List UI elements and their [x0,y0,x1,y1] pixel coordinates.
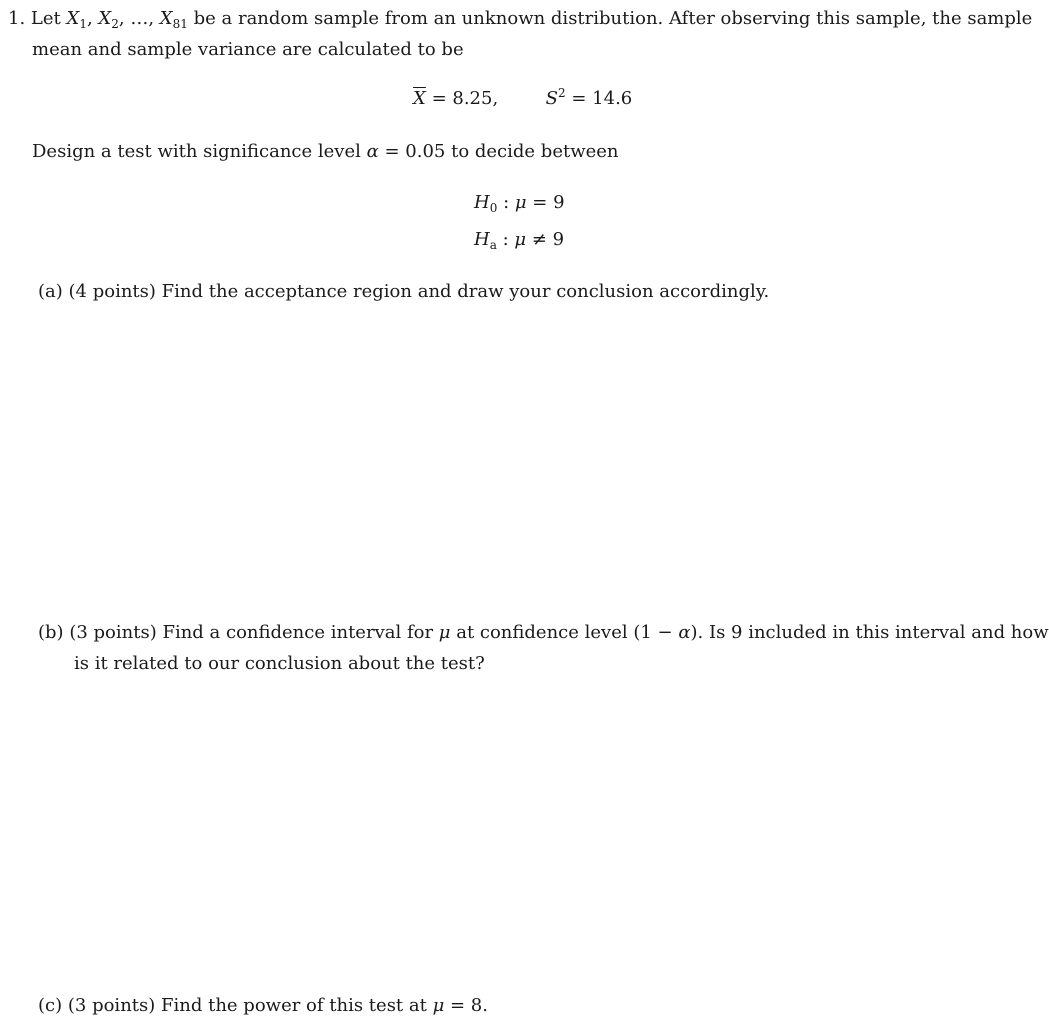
part-b-line2: is it related to our conclusion about the test? [74,653,485,674]
variance-value: = 14.6 [571,88,633,109]
mean-symbol: $\overline{X}$ [413,88,426,109]
part-c-points: (3 points) [67,995,156,1016]
part-a-text: Find the acceptance region and draw your conclusion accordingly. [161,281,770,302]
part-b-points: (3 points) [69,622,157,643]
part-b [38,622,1049,643]
part-a-points: (4 points) [68,281,156,302]
mean-value: = 8.25, [431,88,499,109]
problem-number: 1. [8,8,26,29]
design-pre: Design a test with significance level [32,141,367,162]
stats-line [413,88,632,109]
sample-sub1: 1 [79,17,87,31]
ha-symbol: H [474,229,490,250]
problem-intro-line1: 1. Let $X_1$, $X_2$, …, $X_{81}$ be a random sample from an unknown distribution. After observing this sample, the sample [8,8,1033,31]
problem-intro-line2: mean and sample variance are calculated to be [32,39,464,60]
part-b-text-mid: at confidence level (1 − [450,622,679,643]
design-post: = 0.05 to decide between [378,141,619,162]
design-line [32,141,619,162]
ellipsis: … [130,8,149,29]
h0-colon: : [497,192,515,213]
h0-value: = 9 [526,192,565,213]
ha-mu: μ [514,229,527,250]
part-c-text-pre: Find the power of this test at [161,995,433,1016]
sample-sub2: 2 [111,17,119,31]
alternative-hypothesis [474,229,564,250]
part-a [38,281,769,302]
intro-post: be a random sample from an unknown distribution. After observing this sample, the sample [187,8,1033,29]
part-c [38,995,488,1016]
part-b-alpha: α [678,622,691,643]
ha-sub: a [489,238,497,252]
h0-mu: μ [514,192,527,213]
h0-sub: 0 [489,201,498,215]
ha-value: ≠ 9 [526,229,565,250]
part-b-text-post: ). Is 9 included in this interval and how [690,622,1049,643]
null-hypothesis [474,192,565,213]
part-c-mu: μ [432,995,445,1016]
h0-symbol: H [474,192,490,213]
intro-pre: Let [30,8,67,29]
part-b-text-pre: Find a confidence interval for [162,622,439,643]
sample-var3: X [159,8,173,29]
part-c-text-post: = 8. [444,995,488,1016]
sample-var2: X [98,8,112,29]
variance-symbol: S [545,88,558,109]
part-a-label: (a) [38,281,63,302]
part-b-mu: μ [438,622,451,643]
ha-colon: : [496,229,515,250]
part-c-label: (c) [38,995,63,1016]
alpha-symbol: α [366,141,379,162]
sample-var1: X [66,8,80,29]
variance-exponent: 2 [557,86,566,100]
sample-sub3: 81 [172,17,188,31]
part-b-label: (b) [38,622,64,643]
